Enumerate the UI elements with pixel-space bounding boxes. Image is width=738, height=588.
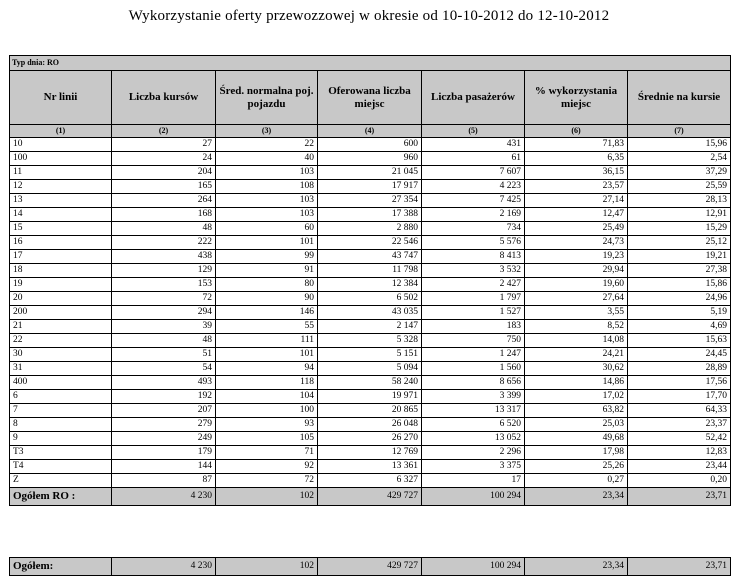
table-row (10, 320, 731, 334)
value-cell: 61 (422, 152, 525, 166)
value-cell: 13 052 (422, 432, 525, 446)
value-cell: 28,89 (628, 362, 731, 376)
value-cell: 80 (216, 278, 318, 292)
line-number-cell: 19 (10, 278, 112, 292)
value-cell: 103 (216, 166, 318, 180)
line-number-cell: T4 (10, 460, 112, 474)
line-number-cell: 10 (10, 138, 112, 152)
line-number-cell: 100 (10, 152, 112, 166)
line-number-cell: 8 (10, 418, 112, 432)
value-cell: 99 (216, 250, 318, 264)
column-number: (4) (318, 125, 422, 138)
value-cell: 60 (216, 222, 318, 236)
line-number-cell: 6 (10, 390, 112, 404)
report-table (9, 55, 731, 506)
value-cell: 144 (112, 460, 216, 474)
column-number: (3) (216, 125, 318, 138)
value-cell: 48 (112, 334, 216, 348)
value-cell: 48 (112, 222, 216, 236)
grand-total-row (10, 558, 731, 576)
table-row (10, 432, 731, 446)
value-cell: 6 520 (422, 418, 525, 432)
value-cell: 2 169 (422, 208, 525, 222)
subtotal-cell: 4 230 (112, 488, 216, 506)
header-trip-count: Liczba kursów (112, 71, 216, 125)
value-cell: 71 (216, 446, 318, 460)
value-cell: 103 (216, 208, 318, 222)
value-cell: 17,98 (525, 446, 628, 460)
value-cell: 19,60 (525, 278, 628, 292)
value-cell: 72 (112, 292, 216, 306)
total-cell: 429 727 (318, 558, 422, 576)
value-cell: 13 317 (422, 404, 525, 418)
value-cell: 3,55 (525, 306, 628, 320)
header-line-number: Nr linii (10, 71, 112, 125)
value-cell: 23,57 (525, 180, 628, 194)
value-cell: 6,35 (525, 152, 628, 166)
value-cell: 21 045 (318, 166, 422, 180)
value-cell: 26 270 (318, 432, 422, 446)
subtotal-row (10, 488, 731, 506)
value-cell: 222 (112, 236, 216, 250)
subtotal-cell: 23,71 (628, 488, 731, 506)
value-cell: 1 527 (422, 306, 525, 320)
value-cell: 204 (112, 166, 216, 180)
value-cell: 493 (112, 376, 216, 390)
table-row (10, 250, 731, 264)
value-cell: 165 (112, 180, 216, 194)
table-row (10, 334, 731, 348)
line-number-cell: 200 (10, 306, 112, 320)
value-cell: 101 (216, 236, 318, 250)
value-cell: 54 (112, 362, 216, 376)
value-cell: 51 (112, 348, 216, 362)
value-cell: 179 (112, 446, 216, 460)
value-cell: 25,49 (525, 222, 628, 236)
header-avg-capacity: Śred. normalna poj. pojazdu (216, 71, 318, 125)
value-cell: 15,96 (628, 138, 731, 152)
total-cell: 100 294 (422, 558, 525, 576)
value-cell: 14,86 (525, 376, 628, 390)
header-passengers: Liczba pasażerów (422, 71, 525, 125)
value-cell: 17 388 (318, 208, 422, 222)
value-cell: 146 (216, 306, 318, 320)
value-cell: 8 413 (422, 250, 525, 264)
line-number-cell: Z (10, 474, 112, 488)
value-cell: 4 223 (422, 180, 525, 194)
value-cell: 1 560 (422, 362, 525, 376)
value-cell: 17,70 (628, 390, 731, 404)
total-cell: 23,71 (628, 558, 731, 576)
value-cell: 438 (112, 250, 216, 264)
value-cell: 6 502 (318, 292, 422, 306)
line-number-cell: 15 (10, 222, 112, 236)
header-offered-seats: Oferowana liczba miejsc (318, 71, 422, 125)
value-cell: 168 (112, 208, 216, 222)
value-cell: 734 (422, 222, 525, 236)
value-cell: 12 769 (318, 446, 422, 460)
value-cell: 91 (216, 264, 318, 278)
value-cell: 19,23 (525, 250, 628, 264)
value-cell: 63,82 (525, 404, 628, 418)
value-cell: 27,38 (628, 264, 731, 278)
line-number-cell: 21 (10, 320, 112, 334)
table-row (10, 264, 731, 278)
table-row (10, 152, 731, 166)
column-number: (6) (525, 125, 628, 138)
value-cell: 25,03 (525, 418, 628, 432)
value-cell: 22 546 (318, 236, 422, 250)
value-cell: 3 532 (422, 264, 525, 278)
column-number: (7) (628, 125, 731, 138)
subtotal-label: Ogółem RO : (10, 488, 112, 506)
value-cell: 11 798 (318, 264, 422, 278)
table-row (10, 166, 731, 180)
value-cell: 24,45 (628, 348, 731, 362)
value-cell: 0,27 (525, 474, 628, 488)
total-cell: 4 230 (112, 558, 216, 576)
value-cell: 24,96 (628, 292, 731, 306)
value-cell: 23,44 (628, 460, 731, 474)
value-cell: 3 375 (422, 460, 525, 474)
header-row (10, 71, 731, 125)
value-cell: 2 296 (422, 446, 525, 460)
line-number-cell: 16 (10, 236, 112, 250)
table-row (10, 306, 731, 320)
value-cell: 5 576 (422, 236, 525, 250)
value-cell: 2 147 (318, 320, 422, 334)
value-cell: 111 (216, 334, 318, 348)
value-cell: 40 (216, 152, 318, 166)
value-cell: 15,86 (628, 278, 731, 292)
value-cell: 71,83 (525, 138, 628, 152)
value-cell: 1 247 (422, 348, 525, 362)
value-cell: 17 917 (318, 180, 422, 194)
line-number-cell: 11 (10, 166, 112, 180)
value-cell: 103 (216, 194, 318, 208)
table-row (10, 376, 731, 390)
value-cell: 4,69 (628, 320, 731, 334)
line-number-cell: 30 (10, 348, 112, 362)
line-number-cell: 7 (10, 404, 112, 418)
value-cell: 28,13 (628, 194, 731, 208)
value-cell: 12 384 (318, 278, 422, 292)
day-type-label: Typ dnia: RO (10, 56, 731, 71)
value-cell: 23,37 (628, 418, 731, 432)
value-cell: 294 (112, 306, 216, 320)
value-cell: 0,20 (628, 474, 731, 488)
value-cell: 960 (318, 152, 422, 166)
value-cell: 27,64 (525, 292, 628, 306)
subtotal-cell: 102 (216, 488, 318, 506)
line-number-cell: 31 (10, 362, 112, 376)
line-number-cell: 400 (10, 376, 112, 390)
value-cell: 58 240 (318, 376, 422, 390)
value-cell: 1 797 (422, 292, 525, 306)
line-number-cell: 22 (10, 334, 112, 348)
report-title: Wykorzystanie oferty przewozzowej w okresie od 10-10-2012 do 12-10-2012 (128, 8, 610, 24)
value-cell: 12,47 (525, 208, 628, 222)
value-cell: 13 361 (318, 460, 422, 474)
value-cell: 100 (216, 404, 318, 418)
value-cell: 15,29 (628, 222, 731, 236)
line-number-cell: 14 (10, 208, 112, 222)
value-cell: 5 094 (318, 362, 422, 376)
value-cell: 72 (216, 474, 318, 488)
value-cell: 20 865 (318, 404, 422, 418)
value-cell: 64,33 (628, 404, 731, 418)
column-number: (2) (112, 125, 216, 138)
value-cell: 49,68 (525, 432, 628, 446)
line-number-cell: T3 (10, 446, 112, 460)
value-cell: 5 151 (318, 348, 422, 362)
value-cell: 39 (112, 320, 216, 334)
line-number-cell: 17 (10, 250, 112, 264)
value-cell: 25,59 (628, 180, 731, 194)
table-row (10, 418, 731, 432)
value-cell: 24,73 (525, 236, 628, 250)
value-cell: 183 (422, 320, 525, 334)
table-row (10, 222, 731, 236)
table-row (10, 348, 731, 362)
subtotal-cell: 100 294 (422, 488, 525, 506)
value-cell: 94 (216, 362, 318, 376)
table-body (10, 138, 731, 488)
line-number-cell: 18 (10, 264, 112, 278)
subtotal-cell: 429 727 (318, 488, 422, 506)
line-number-cell: 20 (10, 292, 112, 306)
value-cell: 27 (112, 138, 216, 152)
total-label: Ogółem: (10, 558, 112, 576)
value-cell: 2 880 (318, 222, 422, 236)
line-number-cell: 9 (10, 432, 112, 446)
value-cell: 26 048 (318, 418, 422, 432)
value-cell: 19,21 (628, 250, 731, 264)
value-cell: 43 035 (318, 306, 422, 320)
value-cell: 249 (112, 432, 216, 446)
table-row (10, 208, 731, 222)
value-cell: 279 (112, 418, 216, 432)
line-number-cell: 13 (10, 194, 112, 208)
table-row (10, 138, 731, 152)
value-cell: 27 354 (318, 194, 422, 208)
value-cell: 87 (112, 474, 216, 488)
value-cell: 52,42 (628, 432, 731, 446)
column-number: (1) (10, 125, 112, 138)
value-cell: 27,14 (525, 194, 628, 208)
value-cell: 8 656 (422, 376, 525, 390)
value-cell: 25,12 (628, 236, 731, 250)
value-cell: 104 (216, 390, 318, 404)
value-cell: 6 327 (318, 474, 422, 488)
subtotal-cell: 23,34 (525, 488, 628, 506)
value-cell: 600 (318, 138, 422, 152)
value-cell: 17,02 (525, 390, 628, 404)
value-cell: 55 (216, 320, 318, 334)
total-cell: 102 (216, 558, 318, 576)
value-cell: 153 (112, 278, 216, 292)
day-type-row (10, 56, 731, 71)
header-avg-per-trip: Średnie na kursie (628, 71, 731, 125)
table-row (10, 404, 731, 418)
value-cell: 3 399 (422, 390, 525, 404)
value-cell: 14,08 (525, 334, 628, 348)
value-cell: 264 (112, 194, 216, 208)
table-row (10, 236, 731, 250)
value-cell: 17,56 (628, 376, 731, 390)
value-cell: 90 (216, 292, 318, 306)
value-cell: 30,62 (525, 362, 628, 376)
value-cell: 92 (216, 460, 318, 474)
table-row (10, 362, 731, 376)
table-row (10, 446, 731, 460)
value-cell: 207 (112, 404, 216, 418)
table-row (10, 460, 731, 474)
value-cell: 15,63 (628, 334, 731, 348)
value-cell: 29,94 (525, 264, 628, 278)
value-cell: 12,91 (628, 208, 731, 222)
column-number-row (10, 125, 731, 138)
value-cell: 105 (216, 432, 318, 446)
value-cell: 19 971 (318, 390, 422, 404)
table-row (10, 292, 731, 306)
value-cell: 129 (112, 264, 216, 278)
value-cell: 25,26 (525, 460, 628, 474)
value-cell: 17 (422, 474, 525, 488)
table-row (10, 194, 731, 208)
value-cell: 24 (112, 152, 216, 166)
value-cell: 2,54 (628, 152, 731, 166)
value-cell: 37,29 (628, 166, 731, 180)
value-cell: 431 (422, 138, 525, 152)
value-cell: 108 (216, 180, 318, 194)
value-cell: 43 747 (318, 250, 422, 264)
value-cell: 118 (216, 376, 318, 390)
total-cell: 23,34 (525, 558, 628, 576)
table-row (10, 390, 731, 404)
value-cell: 2 427 (422, 278, 525, 292)
grand-total-table (9, 557, 731, 576)
value-cell: 101 (216, 348, 318, 362)
value-cell: 8,52 (525, 320, 628, 334)
value-cell: 192 (112, 390, 216, 404)
value-cell: 24,21 (525, 348, 628, 362)
value-cell: 7 425 (422, 194, 525, 208)
line-number-cell: 12 (10, 180, 112, 194)
value-cell: 5 328 (318, 334, 422, 348)
value-cell: 5,19 (628, 306, 731, 320)
value-cell: 7 607 (422, 166, 525, 180)
column-number: (5) (422, 125, 525, 138)
value-cell: 750 (422, 334, 525, 348)
value-cell: 36,15 (525, 166, 628, 180)
table-row (10, 278, 731, 292)
table-row (10, 474, 731, 488)
value-cell: 22 (216, 138, 318, 152)
table-row (10, 180, 731, 194)
header-utilization: % wykorzystania miejsc (525, 71, 628, 125)
value-cell: 93 (216, 418, 318, 432)
value-cell: 12,83 (628, 446, 731, 460)
